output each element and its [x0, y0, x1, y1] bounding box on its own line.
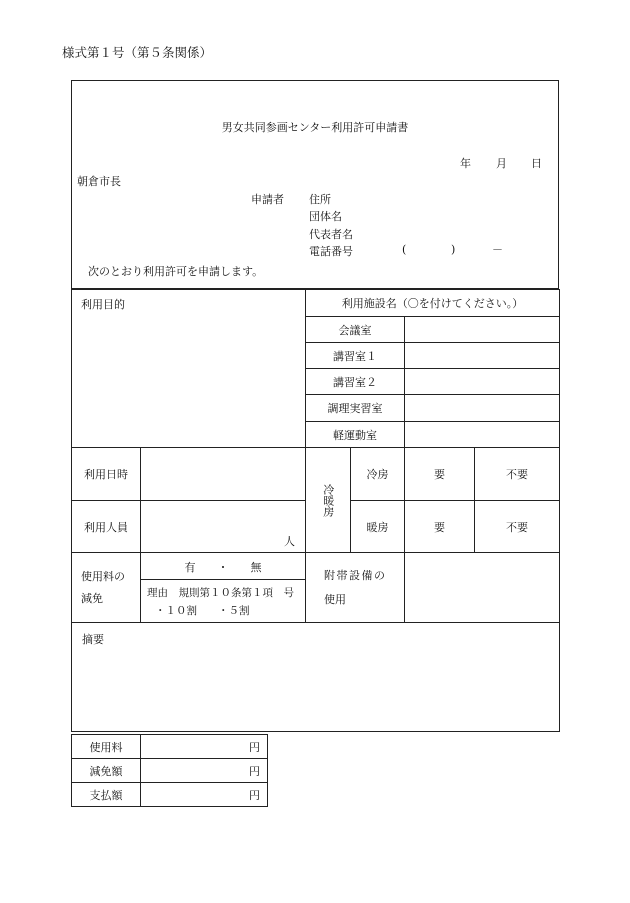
fee-label: 使用料	[72, 735, 141, 759]
aircon-label-cell	[306, 448, 351, 553]
statement: 次のとおり利用許可を申請します。	[88, 265, 264, 278]
facility-room-name: 会議室	[306, 317, 405, 343]
facility-mark-cell[interactable]	[405, 369, 560, 395]
fee-reduction-yes-no[interactable]: 有 ・ 無	[184, 561, 262, 574]
reduction-label: 減免額	[72, 759, 141, 783]
fee-reduction-cell	[141, 553, 306, 623]
phone-dash: －	[492, 243, 503, 256]
applicant-label: 申請者	[251, 193, 284, 206]
persons-label: 利用人員	[72, 501, 141, 553]
cooling-label: 冷房	[351, 448, 405, 501]
addressee: 朝倉市長	[77, 175, 121, 188]
remarks-label: 摘要	[82, 633, 104, 646]
form-title: 男女共同参画センター利用許可申請書	[221, 121, 409, 134]
facility-header: 利用施設名（〇を付けてください。）	[306, 290, 560, 317]
address-label: 住所	[309, 193, 331, 206]
fee-reduction-rates[interactable]: ・１０割 ・５割	[155, 605, 250, 617]
facility-mark-cell[interactable]	[405, 343, 560, 369]
facility-room-name: 調理実習室	[306, 395, 405, 422]
purpose-cell[interactable]	[72, 290, 306, 448]
fee-reduction-label-cell	[72, 553, 141, 623]
equipment-label-1: 附帯設備の	[324, 568, 387, 582]
facility-mark-cell[interactable]	[405, 395, 560, 422]
facility-room-name: 講習室１	[306, 343, 405, 369]
remarks-cell[interactable]	[72, 623, 560, 732]
form-number: 様式第１号（第５条関係）	[62, 45, 213, 60]
heating-required[interactable]: 要	[405, 501, 475, 553]
fee-reduction-reason: 理由 規則第１０条第１項 号	[147, 587, 294, 599]
persons-unit: 人	[284, 535, 295, 548]
datetime-label: 利用日時	[72, 448, 141, 501]
facility-room-name: 軽運動室	[306, 422, 405, 448]
application-table	[71, 289, 560, 732]
facility-mark-cell[interactable]	[405, 317, 560, 343]
facility-room-name: 講習室２	[306, 369, 405, 395]
fee-reduction-divider	[141, 579, 305, 580]
payment-label: 支払額	[72, 783, 141, 807]
fee-table	[71, 734, 268, 807]
equipment-cell[interactable]	[405, 553, 560, 623]
fee-unit: 円	[249, 740, 260, 754]
date-day: 日	[531, 157, 542, 170]
cooling-not-required[interactable]: 不要	[475, 448, 560, 501]
reduction-unit: 円	[249, 764, 260, 778]
equipment-label-2: 使用	[324, 592, 346, 606]
purpose-label: 利用目的	[81, 298, 125, 311]
representative-label: 代表者名	[309, 228, 353, 241]
heating-label: 暖房	[351, 501, 405, 553]
phone-open-paren: (	[402, 243, 407, 256]
facility-mark-cell[interactable]	[405, 422, 560, 448]
fee-reduction-label-1: 使用料の	[81, 569, 125, 583]
persons-cell[interactable]	[141, 501, 306, 553]
phone-close-paren: )	[451, 243, 456, 256]
phone-label: 電話番号	[309, 245, 353, 258]
date-month: 月	[496, 157, 507, 170]
reduction-amount-cell[interactable]	[141, 759, 268, 783]
fee-reduction-label-2: 減免	[81, 591, 103, 605]
aircon-label: 冷暖房	[321, 483, 335, 517]
payment-unit: 円	[249, 788, 260, 802]
datetime-cell[interactable]	[141, 448, 306, 501]
organization-label: 団体名	[309, 210, 342, 223]
date-year: 年	[460, 157, 471, 170]
cooling-required[interactable]: 要	[405, 448, 475, 501]
payment-amount-cell[interactable]	[141, 783, 268, 807]
equipment-label-cell	[306, 553, 405, 623]
heating-not-required[interactable]: 不要	[475, 501, 560, 553]
fee-amount-cell[interactable]	[141, 735, 268, 759]
